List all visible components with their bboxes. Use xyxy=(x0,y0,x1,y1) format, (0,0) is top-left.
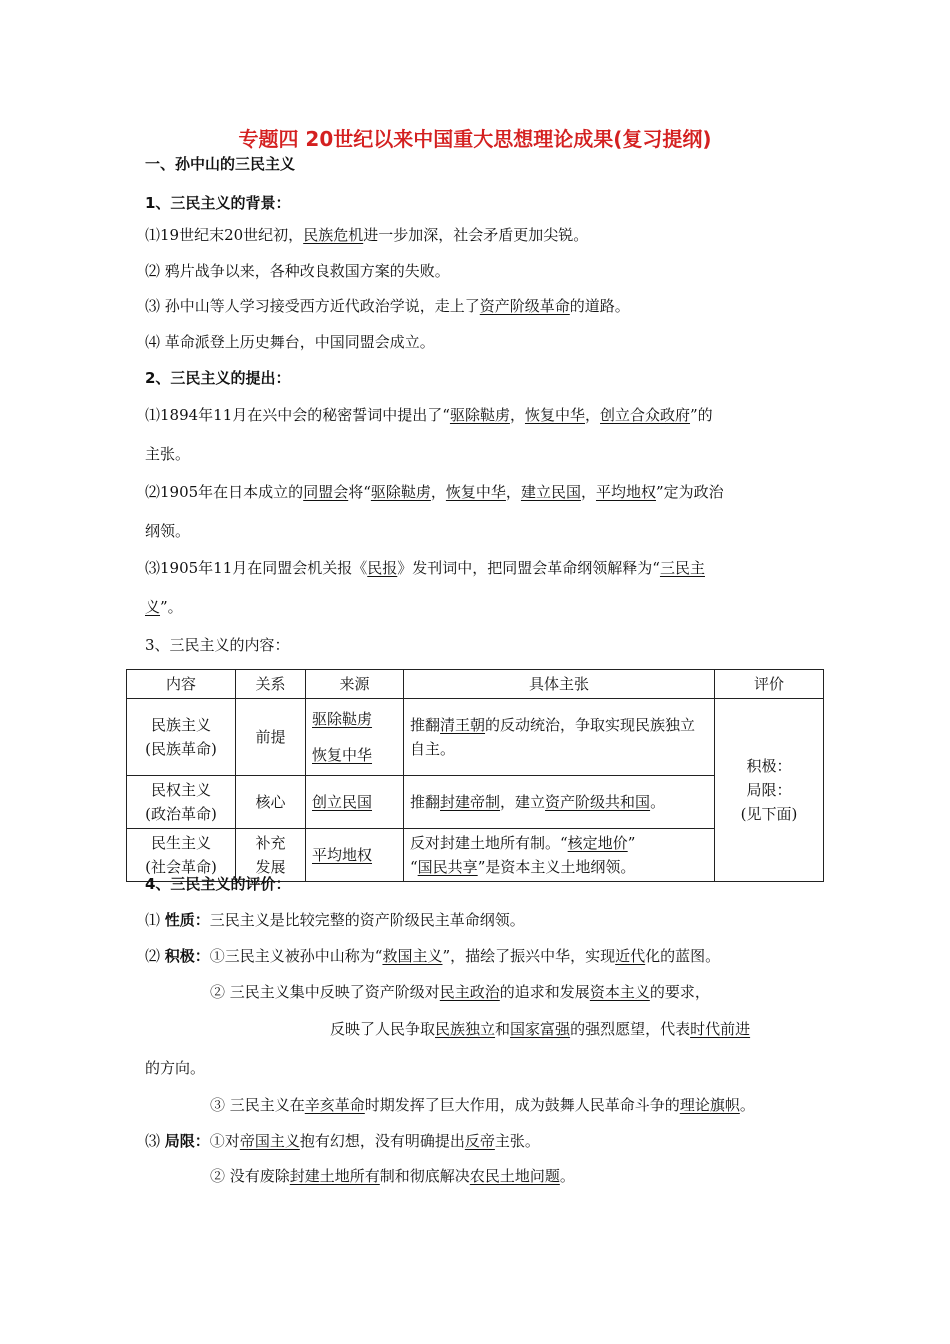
key-term: 平均地权 xyxy=(595,483,656,501)
key-term: 民主政治 xyxy=(439,983,500,1001)
paragraph-continuation: 的方向。 xyxy=(145,1059,206,1077)
paragraph: ⑶1905年11月在同盟会机关报《民报》发刊词中，把同盟会革命纲领解释为“三民主 xyxy=(145,559,705,577)
subsection-heading: 4、三民主义的评价： xyxy=(145,875,291,893)
key-term: 资产阶级革命 xyxy=(479,297,570,315)
table-cell-content: 民族主义 (民族革命) xyxy=(127,699,236,776)
paragraph: ⑵ 积极：①三民主义被孙中山称为“救国主义”，描绘了振兴中华，实现近代化的蓝图。 xyxy=(145,947,721,965)
subsection-heading: 1、三民主义的背景： xyxy=(145,194,291,212)
key-term: 建立民国 xyxy=(520,483,581,501)
key-term: 反帝 xyxy=(464,1132,495,1150)
key-term: 三民主 xyxy=(659,559,705,577)
table-cell-claim: 反对封建土地所有制。“核定地价” “国民共享”是资本主义土地纲领。 xyxy=(404,829,715,882)
column-header: 来源 xyxy=(306,670,404,699)
key-term: 资本主义 xyxy=(589,983,650,1001)
paragraph: ⑵ 鸦片战争以来，各种改良救国方案的失败。 xyxy=(145,262,450,280)
table-cell-source: 驱除鞑虏 恢复中华 xyxy=(306,699,404,776)
table-header-row xyxy=(127,670,824,699)
key-term: 帝国主义 xyxy=(239,1132,300,1150)
paragraph-continuation: 反映了人民争取民族独立和国家富强的强烈愿望，代表时代前进 xyxy=(330,1020,751,1038)
table-cell-content: 民生主义 (社会革命) xyxy=(127,829,236,882)
key-term: 民族危机 xyxy=(303,226,364,244)
paragraph-continuation: 义”。 xyxy=(145,598,183,616)
content-table xyxy=(126,669,824,882)
page-title: 专题四 20世纪以来中国重大思想理论成果(复习提纲) xyxy=(238,127,712,151)
key-term: 农民土地问题 xyxy=(469,1167,560,1185)
table-cell-claim: 推翻清王朝的反动统治，争取实现民族独立自主。 xyxy=(404,699,715,776)
key-term: 辛亥革命 xyxy=(304,1096,365,1114)
table-cell-content: 民权主义 (政治革命) xyxy=(127,776,236,829)
key-term: 驱除鞑虏 xyxy=(370,483,431,501)
paragraph: ② 三民主义集中反映了资产阶级对民主政治的追求和发展资本主义的要求， xyxy=(210,983,710,1001)
key-term: 封建土地所有 xyxy=(289,1167,380,1185)
key-term: 时代前进 xyxy=(690,1020,751,1038)
paragraph: ⑵1905年在日本成立的同盟会将“驱除鞑虏，恢复中华，建立民国，平均地权”定为政治 xyxy=(145,483,724,501)
table-cell-source: 创立民国 xyxy=(306,776,404,829)
paragraph: ⑴ 性质：三民主义是比较完整的资产阶级民主革命纲领。 xyxy=(145,911,525,929)
key-term: 恢复中华 xyxy=(524,406,585,424)
key-term: 民族独立 xyxy=(435,1020,496,1038)
key-term: 救国主义 xyxy=(382,947,443,965)
key-term: 近代 xyxy=(615,947,646,965)
column-header: 具体主张 xyxy=(404,670,715,699)
paragraph: ⑶ 孙中山等人学习接受西方近代政治学说，走上了资产阶级革命的道路。 xyxy=(145,297,630,315)
key-term: 民报 xyxy=(367,559,398,577)
table-cell-relation: 前提 xyxy=(236,699,306,776)
column-header: 关系 xyxy=(236,670,306,699)
table-cell-evaluation: 积极： 局限： (见下面) xyxy=(715,699,824,882)
paragraph-continuation: 主张。 xyxy=(145,445,191,463)
table-cell-relation: 补充 发展 xyxy=(236,829,306,882)
paragraph-continuation: 纲领。 xyxy=(145,522,191,540)
section-heading: 一、孙中山的三民主义 xyxy=(145,155,296,173)
subsection-heading: 2、三民主义的提出： xyxy=(145,369,291,387)
column-header: 内容 xyxy=(127,670,236,699)
key-term: 驱除鞑虏 xyxy=(449,406,510,424)
paragraph: ② 没有废除封建土地所有制和彻底解决农民土地问题。 xyxy=(210,1167,575,1185)
key-term: 恢复中华 xyxy=(445,483,506,501)
subsection-heading: 3、三民主义的内容： xyxy=(145,636,290,654)
table-cell-claim: 推翻封建帝制，建立资产阶级共和国。 xyxy=(404,776,715,829)
key-term: 创立合众政府 xyxy=(600,406,691,424)
table-cell-relation: 核心 xyxy=(236,776,306,829)
column-header: 评价 xyxy=(715,670,824,699)
paragraph: ③ 三民主义在辛亥革命时期发挥了巨大作用，成为鼓舞人民革命斗争的理论旗帜。 xyxy=(210,1096,755,1114)
table-row xyxy=(127,699,824,776)
key-term: 理论旗帜 xyxy=(679,1096,740,1114)
paragraph: ⑷ 革命派登上历史舞台，中国同盟会成立。 xyxy=(145,333,435,351)
paragraph: ⑴1894年11月在兴中会的秘密誓词中提出了“驱除鞑虏，恢复中华，创立合众政府”的 xyxy=(145,406,713,424)
paragraph: ⑴19世纪末20世纪初，民族危机进一步加深，社会矛盾更加尖锐。 xyxy=(145,226,589,244)
paragraph: ⑶ 局限：①对帝国主义抱有幻想，没有明确提出反帝主张。 xyxy=(145,1132,540,1150)
table-cell-source: 平均地权 xyxy=(306,829,404,882)
key-term: 国家富强 xyxy=(510,1020,571,1038)
key-term: 同盟会 xyxy=(303,483,349,501)
key-term: 义 xyxy=(145,598,161,616)
